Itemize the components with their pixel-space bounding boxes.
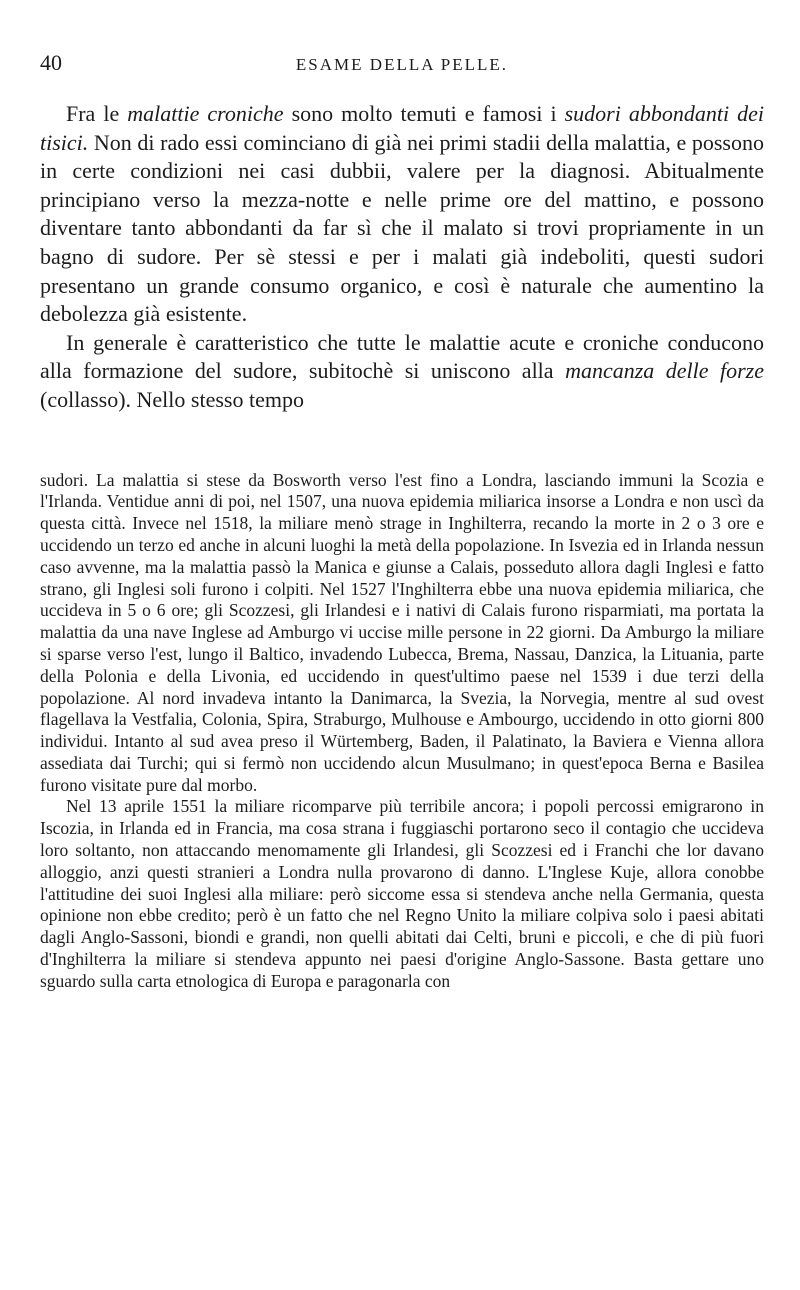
paragraph: In generale è caratteristico che tutte le malattie acute e croniche conducono alla formazione del sudore, subitochè si uniscono alla mancanza delle forze (collasso). Nello stesso tempo [40, 329, 765, 412]
emphasis: mancanza delle forze [565, 358, 765, 384]
main-text [40, 100, 764, 415]
book-page [40, 50, 764, 993]
footnote-paragraph: Nel 13 aprile 1551 la miliare ricomparve più terribile ancora; i popoli percossi emigrarono in Iscozia, in Irlanda ed in Francia, ma cosa strana i fuggiaschi portarono seco il contagio che uccideva loro soltanto, non attaccando menomamente gli Irlandesi, gli Scozzesi ed i Franchi che lor davano alloggio, anzi questi stranieri a Londra nulla provarono di danno. L'Inglese Kuje, allora conobbe l'attitudine dei suoi Inglesi alla miliare: però siccome essa si stendeva anche nella Germania, questa opinione non ebbe credito; però è un fatto che nel Regno Unito la miliare colpiva solo i paesi abitati dagli Anglo-Sassoni, biondi e grandi, non quelli abitati dai Celti, bruni e piccoli, e che di più fuori d'Inghilterra la miliare si stendeva appunto nei paesi d'origine Anglo-Sassone. Basta gettare uno sguardo sulla carta etnologica di Europa e paragonarla con [40, 796, 764, 991]
footnote-paragraph: sudori. La malattia si stese da Bosworth verso l'est fino a Londra, lasciando immuni la Scozia e l'Irlanda. Ventidue anni di poi, nel 1507, una nuova epidemia miliarica insorse a Londra e non uscì da questa città. Invece nel 1518, la miliare menò strage in Inghilterra, recando la morte in 2 o 3 ore e uccidendo un terzo ed anche in alcuni luoghi la metà della popolazione. In Isvezia ed in Irlanda nessun caso avvenne, ma la malattia passò la Manica e giunse a Calais, posseduto allora dagli Inglesi e fatto strano, gli Inglesi soli furono i colpiti. Nel 1527 l'Inghilterra ebbe una nuova epidemia miliarica, che uccideva in 5 o 6 ore; gli Scozzesi, gli Irlandesi e i nativi di Calais furono risparmiati, ma portata la malattia da una nave Inglese ad Amburgo vi uccise mille persone in 22 giorni. Da Amburgo la miliare si sparse verso l'est, lungo il Baltico, invadendo Lubecca, Brema, Nassau, Danzica, la Lituania, parte della Polonia e della Livonia, ed uccidendo in quest'ultimo paese nel 1539 i due terzi della popolazione. Al nord invadeva intanto la Danimarca, la Svezia, la Norvegia, mentre al sud ovest flagellava la Vestfalia, Colonia, Spira, Straburgo, Mulhouse e Ambourgo, uccidendo in otto giorni 800 individui. Intanto al sud avea preso il Würtemberg, Baden, il Palatinato, la Baviera e Vienna allora assediata dai Turchi; qui si fermò non uccidendo alcun Musulmano; in quest'epoca Berna e Basilea furono visitate pure dal morbo. [40, 469, 764, 795]
running-title: ESAME DELLA PELLE. [295, 55, 509, 74]
page-header [40, 50, 764, 80]
emphasis: malattie croniche [127, 101, 284, 126]
footnote [40, 470, 764, 993]
page-number: 40 [40, 50, 62, 75]
paragraph: Fra le malattie croniche sono molto temuti e famosi i sudori abbondanti dei tisici. Non di rado essi cominciano di già nei primi stadii della malattia, e possono in certe condizioni nei casi dubbii, valere per la diagnosi. Abitualmente principiano verso la mezza-notte e nelle prime ore del mattino, e possono diventare tanto abbondanti da far sì che il malato si trovi propriamente in un bagno di sudore. Per sè stessi e per i malati già indeboliti, questi sudori presentano un grande consumo organico, e così è naturale che aumentino la debolezza già esistente. [40, 101, 764, 327]
emphasis: sudori abbondanti dei tisici. [40, 101, 764, 155]
